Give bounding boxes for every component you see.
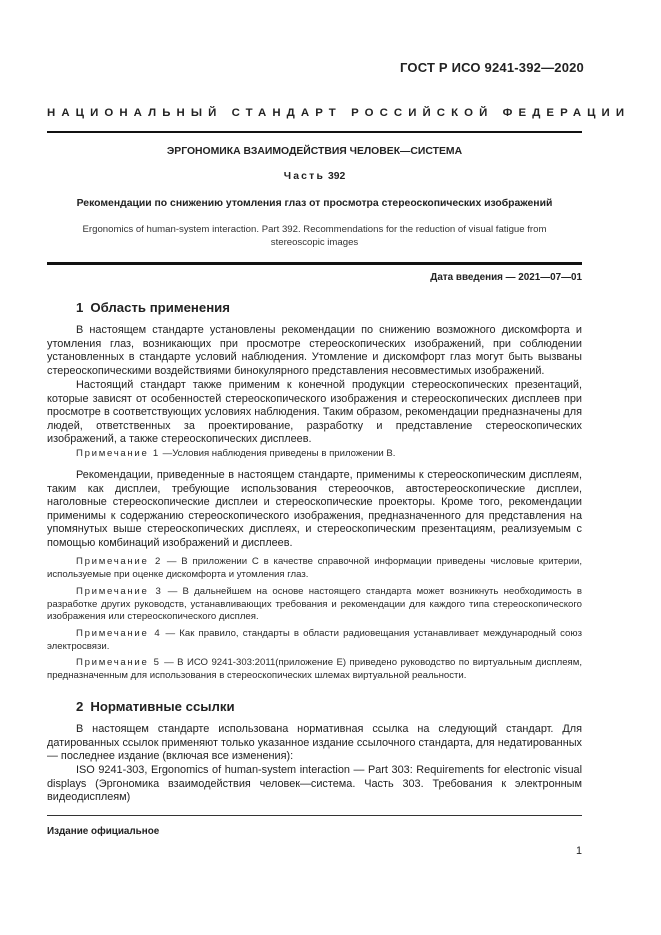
note-1: [47, 448, 582, 461]
note-2-text: — В приложении С в качестве справочной информации приведены числовые критерии, используемые при оценке дискомфорта и утомления глаз.: [47, 556, 582, 580]
national-standard-heading: НАЦИОНАЛЬНЫЙ СТАНДАРТ РОССИЙСКОЙ ФЕДЕРАЦИИ: [47, 107, 631, 119]
note-3-label: Примечание 3: [76, 586, 163, 597]
note-4-text: — Как правило, стандарты в области радиовещания устанавливает международный союз электросвязи.: [47, 628, 582, 652]
note-3-text: — В дальнейшем на основе настоящего стандарта может возникнуть необходимость в разработке других руководств, устанавливающих требования и рекомендации для каждого типа стереоскопического изображения или стереоскопического дисплея.: [47, 586, 582, 623]
section-2-heading: [76, 699, 235, 714]
top-divider: [47, 131, 582, 133]
note-4-label: Примечание 4: [76, 628, 162, 639]
section-1-paragraph-2: Настоящий стандарт также применим к конечной продукции стереоскопических презентаций, которые зависят от особенностей стереоскопического изображения и стереоскопических дисплеев при просмотре в соответствующих условиях наблюдения. Таким образом, рекомендации предназначены для людей, ответственных за проектирование, разработку и представление стереоскопических изображений, а также стереоскопических дисплеев.: [47, 379, 582, 446]
document-number: ГОСТ Р ИСО 9241-392—2020: [399, 60, 584, 75]
note-5-text: — В ИСО 9241-303:2011(приложение Е) приведено руководство по виртуальным дисплеям, предназначенным для использования в стереоскопических шлемах виртуальной реальности.: [47, 657, 582, 681]
section-2-paragraph-1: В настоящем стандарте использована нормативная ссылка на следующий стандарт. Для датированных ссылок применяют только указанное издание ссылочного стандарта, для недатированных — последнее издание (включая все изменения):: [47, 723, 582, 763]
note-1-text: —Условия наблюдения приведены в приложении В.: [159, 448, 396, 459]
note-1-label: Примечание 1: [76, 448, 160, 459]
standard-subtitle: Рекомендации по снижению утомления глаз от просмотра стереоскопических изображений: [76, 198, 553, 209]
section-1-heading: [76, 300, 230, 315]
section-1-paragraph-3: Рекомендации, приведенные в настоящем стандарте, применимы к стереоскопическим дисплеям, таким как дисплеи, требующие использования стереоочков, автостереоскопические дисплеи, наголовные стереоскопические дисплеи и стереоскопические проекторы. Кроме того, рекомендации применимы к содержанию стереоскопического изображения, предназначенного для представления на упомянутых выше стереоскопических дисплеях, и стереоскопическим презентациям, реализуемым с помощью комбинаций изображений и дисплеев.: [47, 469, 582, 549]
note-3: [47, 586, 582, 624]
standard-title: ЭРГОНОМИКА ВЗАИМОДЕЙСТВИЯ ЧЕЛОВЕК—СИСТЕМА: [166, 146, 463, 157]
note-5: [47, 657, 582, 682]
note-2-label: Примечание 2: [76, 556, 163, 567]
section-1-paragraph-1: В настоящем стандарте установлены рекомендации по снижению возможного дискомфорта и утомления глаз, возникающих при просмотре стереоскопических изображений, при соблюдении установленных в стандарте условий наблюдения. Утомление и дискомфорт глаз могут быть вызваны стереоскопическими воздействиями бинокулярного представления несовместимых изображений.: [47, 324, 582, 377]
note-2: [47, 556, 582, 581]
part-number: 392: [327, 171, 346, 182]
title-divider: [47, 262, 582, 265]
part-label: Часть: [283, 171, 326, 182]
english-title: Ergonomics of human-system interaction. Part 392. Recommendations for the reduction of visual fatigue from stereoscopic images: [82, 224, 547, 248]
section-1-title: Область применения: [90, 300, 230, 315]
page-number: 1: [575, 845, 582, 857]
section-2-title: Нормативные ссылки: [90, 699, 235, 714]
section-2-number: 2: [76, 699, 84, 714]
part-heading: [47, 171, 582, 182]
note-4: [47, 628, 582, 653]
section-2-paragraph-2: ISO 9241-303, Ergonomics of human-system interaction — Part 303: Requirements for electronic visual displays (Эргономика взаимодействия человек—система. Часть 303. Требования к электронным видеодисплеям): [47, 764, 582, 804]
section-1-number: 1: [76, 300, 84, 315]
introduction-date: Дата введения — 2021—07—01: [430, 272, 582, 283]
note-5-label: Примечание 5: [76, 657, 161, 668]
footer-divider: [47, 815, 582, 816]
official-edition-label: Издание официальное: [47, 826, 160, 837]
